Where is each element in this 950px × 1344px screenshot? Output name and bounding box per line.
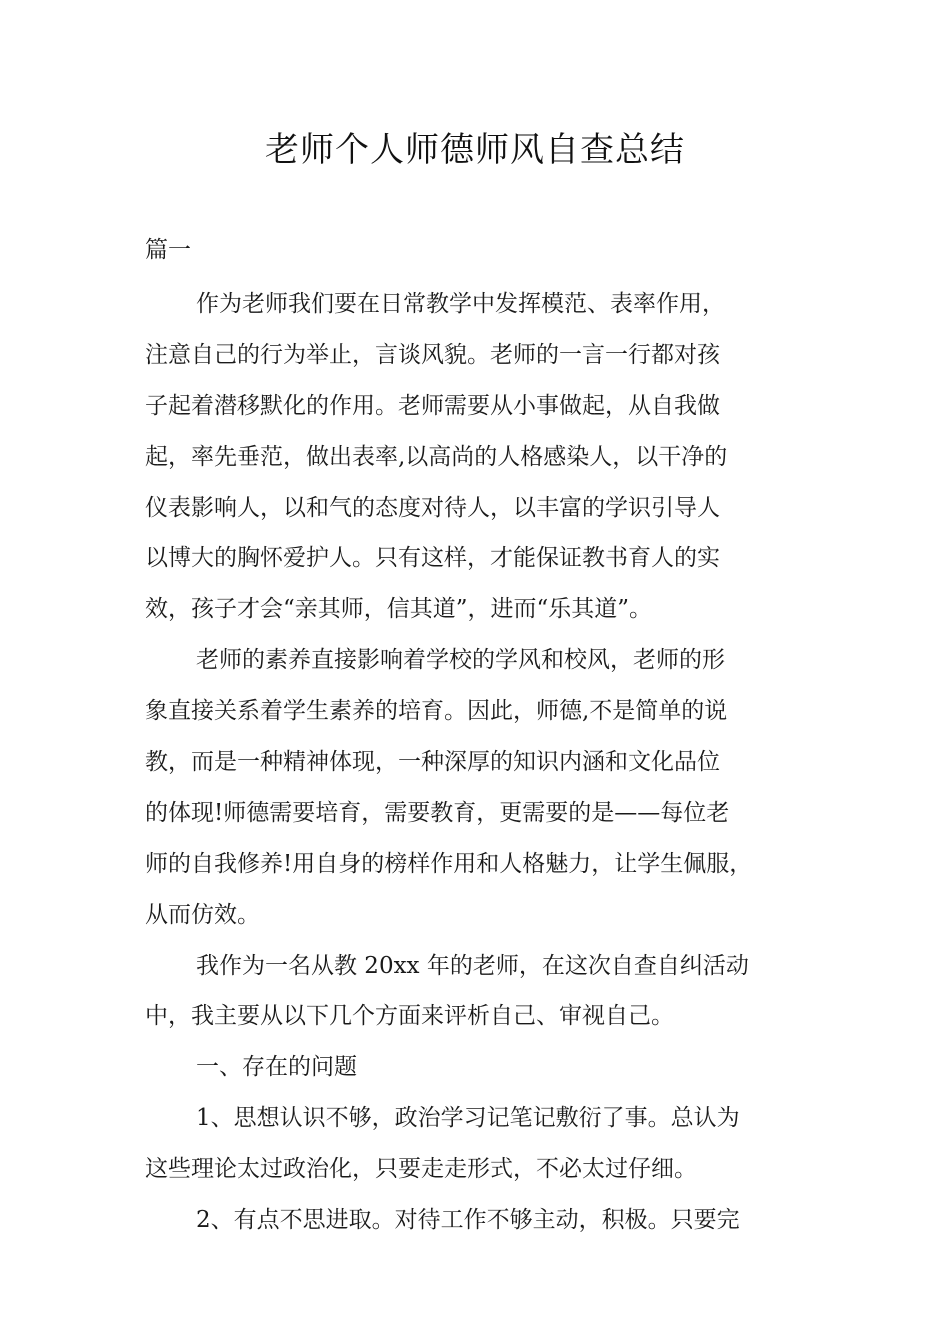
text-line: 老师的素养直接影响着学校的学风和校风，老师的形 [196,647,725,674]
text-line: 这些理论太过政治化，只要走走形式，不必太过仔细。 [145,1156,697,1183]
text-line: 象直接关系着学生素养的培育。因此，师德,不是简单的说 [145,698,728,725]
text-line: 教，而是一种精神体现，一种深厚的知识内涵和文化品位 [145,749,720,776]
text-line: 我作为一名从教 20xx 年的老师，在这次自查自纠活动 [196,952,749,979]
text-line: 仪表影响人，以和气的态度对待人，以丰富的学识引导人 [145,494,720,521]
document-title: 老师个人师德师风自查总结 [265,130,685,170]
text-line: 中，我主要从以下几个方面来评析自己、审视自己。 [145,1003,674,1030]
text-line: 从而仿效。 [145,901,260,928]
text-line: 子起着潜移默化的作用。老师需要从小事做起，从自我做 [145,392,720,419]
text-line: 师的自我修养!用自身的榜样作用和人格魅力，让学生佩服， [145,850,753,877]
text-line: 2、有点不思进取。对待工作不够主动，积极。只要完 [196,1207,740,1234]
text-line: 注意自己的行为举止，言谈风貌。老师的一言一行都对孩 [145,341,720,368]
text-line: 一、存在的问题 [196,1054,357,1081]
text-line: 作为老师我们要在日常教学中发挥模范、表率作用， [196,291,725,317]
section-label: 篇一 [145,237,191,263]
text-line: 以博大的胸怀爱护人。只有这样，才能保证教书育人的实 [145,545,720,572]
document-body [145,279,820,1246]
text-line: 1、思想认识不够，政治学习记笔记敷衍了事。总认为 [196,1105,740,1132]
text-line: 起，率先垂范，做出表率,以高尚的人格感染人，以干净的 [145,443,728,470]
text-line: 效，孩子才会“亲其师，信其道”，进而“乐其道”。 [145,596,653,623]
text-line: 的体现!师德需要培育，需要教育，更需要的是——每位老 [145,799,730,826]
